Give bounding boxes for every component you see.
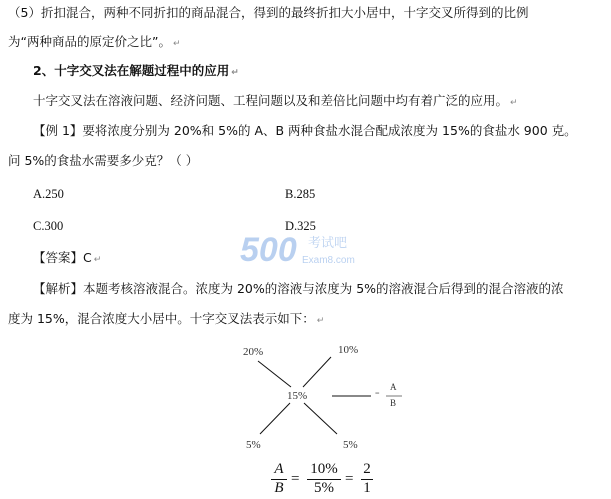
- formula-fraction-result: [360, 461, 374, 499]
- text: 问 5%的食盐水需要多少克？（ ）: [8, 153, 199, 168]
- text: 十字交叉法在溶液问题、经济问题、工程问题以及和差倍比问题中均有着广泛的应用。: [33, 93, 509, 108]
- watermark-domain: Exam8.com: [302, 255, 355, 266]
- text: 【解析】本题考核溶液混合。浓度为 20%的溶液与浓度为 5%的溶液混合后得到的混合溶液的浓: [33, 281, 564, 296]
- formula-rhs-denominator: 1: [363, 480, 371, 496]
- formula-eq-1: =: [291, 471, 300, 487]
- text: 2、十字交叉法在解题过程中的应用: [33, 63, 230, 78]
- option-c: C.300: [33, 219, 64, 233]
- text: 【例 1】要将浓度分别为 20%和 5%的 A、B 两种食盐水混合配成浓度为 15%的食盐水 900 克。: [33, 123, 577, 138]
- formula-fraction-ab: [270, 461, 288, 499]
- cross-line-bottom-left: [260, 403, 290, 434]
- paragraph-mark-icon: ↵: [172, 39, 181, 49]
- formula-mid-denominator: 5%: [314, 480, 334, 496]
- paragraph-mark-icon: ↵: [510, 98, 518, 108]
- diagram-bottom-right: 5%: [343, 439, 358, 451]
- option-b: B.285: [285, 187, 316, 201]
- text: （5）折扣混合，两种不同折扣的商品混合，得到的最终折扣大小居中，十字交叉所得到的比例: [8, 5, 529, 20]
- text: 为“两种商品的原定价之比”。: [8, 34, 171, 49]
- formula-fraction-percent: [306, 461, 342, 499]
- ratio-numerator: A: [390, 382, 397, 392]
- diagram-bottom-left: 5%: [246, 439, 261, 451]
- paragraph-mark-icon: ↵: [231, 68, 239, 78]
- cross-line-bottom-right: [304, 403, 337, 434]
- formula-lhs-denominator: B: [274, 480, 284, 496]
- cross-line-top-right: [303, 357, 331, 387]
- ratio-equals: =: [375, 389, 380, 398]
- formula-lhs-numerator: A: [274, 461, 284, 477]
- cross-line-top-left: [258, 361, 291, 387]
- watermark-brand: 500: [240, 231, 297, 269]
- diagram-center: 15%: [287, 390, 308, 402]
- formula-rhs-numerator: 2: [363, 461, 371, 477]
- formula-eq-2: =: [345, 471, 354, 487]
- ratio-denominator: B: [390, 398, 397, 408]
- paragraph-mark-icon: ↵: [93, 255, 102, 265]
- option-d: D.325: [285, 219, 316, 233]
- option-a: A.250: [33, 187, 64, 201]
- text: 【答案】C: [33, 250, 92, 265]
- paragraph-mark-icon: ↵: [316, 316, 325, 326]
- text: 度为 15%，混合浓度大小居中。十字交叉法表示如下：: [8, 311, 315, 326]
- diagram-top-left: 20%: [243, 346, 264, 358]
- formula-mid-numerator: 10%: [310, 461, 338, 477]
- watermark-cn: 考试吧: [308, 236, 348, 251]
- diagram-top-right: 10%: [338, 344, 359, 356]
